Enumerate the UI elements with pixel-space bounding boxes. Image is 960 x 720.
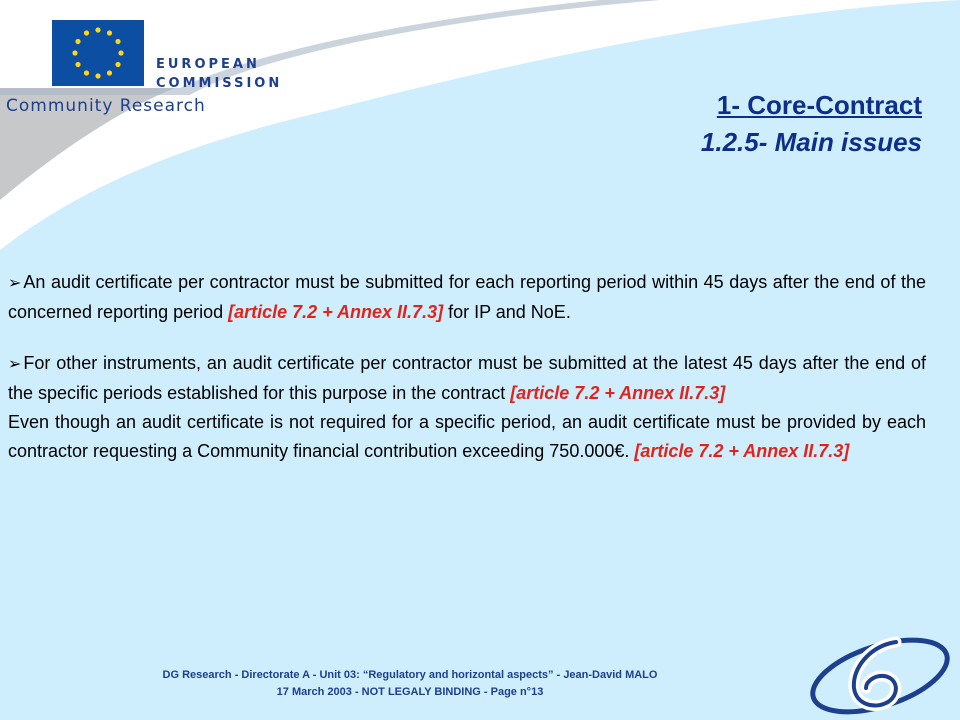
paragraph-1-text: An audit certificate per contractor must be submitted for each reporting period within 45 days after the end of the concerned reporting period — [8, 272, 926, 322]
slide-content — [8, 268, 926, 466]
slide-subtitle: 1.2.5- Main issues — [700, 127, 922, 157]
footer-line-1: DG Research - Directorate A - Unit 03: “Regulatory and horizontal aspects” - Jean-David MALO — [162, 669, 658, 681]
paragraph-1 — [8, 268, 926, 327]
fp6-logo-icon — [800, 628, 954, 718]
article-reference: [article 7.2 + Annex II.7.3] — [634, 441, 850, 461]
organization-name — [156, 55, 282, 93]
paragraph-1-tail: for IP and NoE. — [443, 302, 571, 322]
org-line-commission: COMMISSION — [156, 76, 283, 91]
community-research-label: Community Research — [6, 96, 206, 116]
footer-line-2: 17 March 2003 - NOT LEGALY BINDING - Page n°13 — [276, 686, 544, 698]
paragraph-3 — [8, 408, 926, 466]
arrow-bullet-icon: ➢ — [8, 275, 22, 292]
article-reference: [article 7.2 + Annex II.7.3] — [228, 302, 444, 322]
slide-footer — [0, 667, 820, 701]
paragraph-2-text: For other instruments, an audit certificate per contractor must be submitted at the latest 45 days after the end of the specific periods established for this purpose in the contract — [8, 353, 926, 403]
arrow-bullet-icon: ➢ — [8, 356, 22, 373]
org-line-european: EUROPEAN — [156, 57, 260, 72]
paragraph-3-text: Even though an audit certificate is not required for a specific period, an audit certificate must be provided by each contractor requesting a Community financial contribution exceeding 750.000€. — [8, 412, 926, 461]
paragraph-2 — [8, 349, 926, 408]
slide-title: 1- Core-Contract — [716, 90, 922, 120]
article-reference: [article 7.2 + Annex II.7.3] — [510, 383, 726, 403]
eu-flag-icon — [52, 20, 144, 86]
